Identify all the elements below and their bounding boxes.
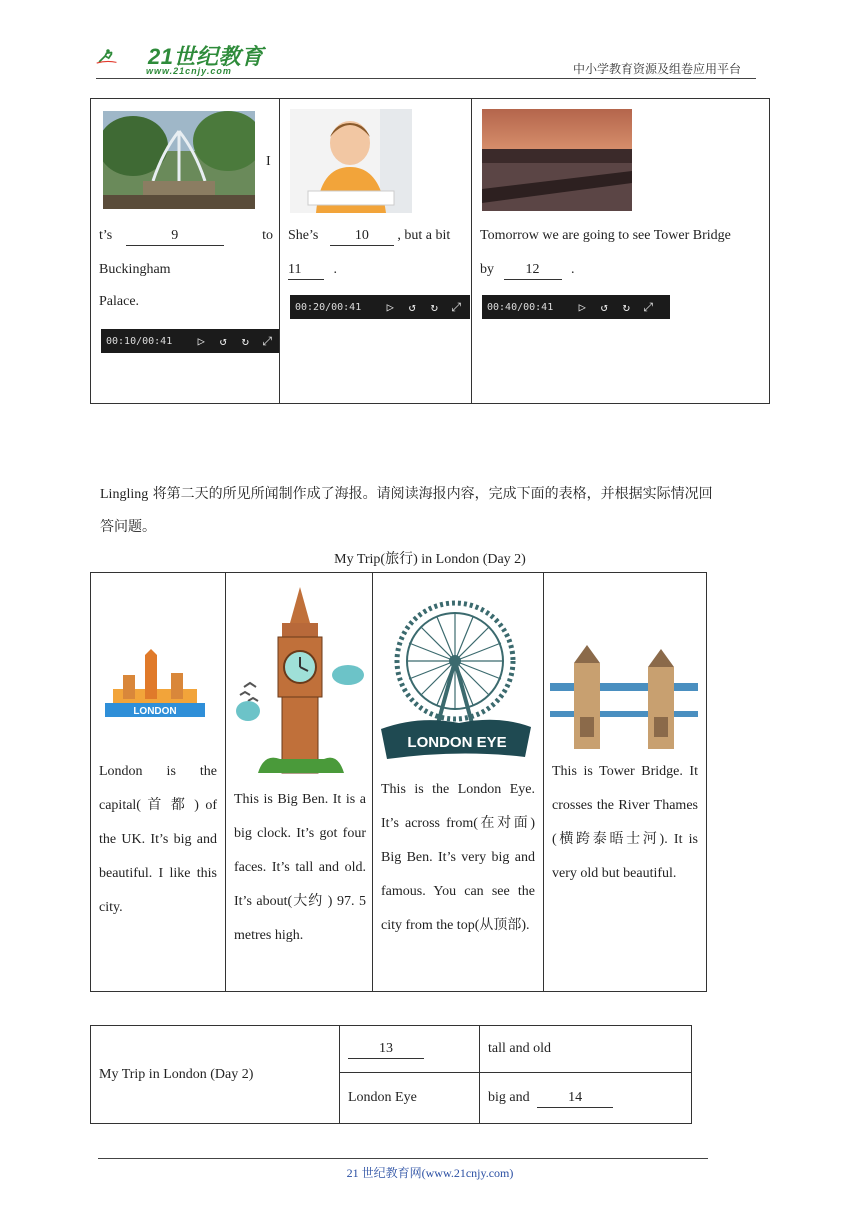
cell1-line3: Buckingham <box>99 262 171 277</box>
listening-table <box>90 98 770 404</box>
audio-player-3[interactable] <box>482 295 670 319</box>
cell1-prefix: t’s <box>99 228 113 243</box>
summary-r2c3-prefix: big and <box>488 1089 530 1105</box>
listening-cell-2 <box>280 99 472 404</box>
instructions-text: 将第二天的所见所闻制作成了海报。请阅读海报内容，完成下面的表格，并根据实际情况回 <box>152 486 713 502</box>
forward-icon[interactable]: ↻ <box>622 300 630 314</box>
player-time: 00:40/00:41 <box>487 301 554 313</box>
thames-sunset-photo-icon <box>482 109 632 211</box>
londoneye-desc: This is the London Eye. It’s across from(在对面) Big Ben. It’s very big and famous. You can see the city from the top(从顶部). <box>381 782 535 933</box>
listening-cell-1 <box>91 99 280 404</box>
cell1-line2 <box>99 219 273 253</box>
summary-cell-r2c3 <box>480 1073 692 1124</box>
poster-table <box>90 572 707 992</box>
cell2-middle: , but a bit <box>397 228 451 243</box>
poster-cell-london <box>91 573 226 992</box>
forward-icon[interactable]: ↻ <box>430 300 438 314</box>
london-eye-icon <box>379 597 535 763</box>
player-time: 00:20/00:41 <box>295 301 362 313</box>
bigben-desc: This is Big Ben. It is a big clock. It’s got four faces. It’s tall and old. It’s about(大约 ) 97. 5 metres high. <box>234 792 366 943</box>
player-time: 00:10/00:41 <box>106 335 173 347</box>
header-divider <box>96 78 756 79</box>
tower-bridge-icon <box>550 643 698 751</box>
cell1-suffix: to <box>262 228 273 243</box>
audio-player-2[interactable] <box>290 295 470 319</box>
cell3-line2 <box>480 253 575 287</box>
cell3-suffix: . <box>571 262 575 277</box>
poster-cell-londoneye <box>373 573 544 992</box>
london-skyline-icon <box>99 649 211 721</box>
towerbridge-desc: This is Tower Bridge. It crosses the River Thames (横跨泰晤士河). It is very old but beautiful. <box>552 764 698 881</box>
summary-row-title: My Trip in London (Day 2) <box>91 1026 340 1124</box>
cell1-line1: I <box>266 154 271 169</box>
summary-cell-r1c2 <box>340 1026 480 1073</box>
boy-reading-photo-icon <box>290 109 412 213</box>
summary-cell-r2c2: London Eye <box>340 1073 480 1124</box>
fullscreen-icon[interactable]: ⤢ <box>262 333 273 348</box>
cell2-prefix: She’s <box>288 228 319 243</box>
cell2-line1 <box>288 219 468 253</box>
platform-name: 中小学教育资源及组卷应用平台 <box>573 62 742 76</box>
play-icon[interactable]: ▷ <box>578 300 586 314</box>
summary-cell-r1c3: tall and old <box>480 1026 692 1073</box>
listening-cell-3 <box>472 99 770 404</box>
footer-divider <box>98 1158 708 1159</box>
rewind-icon[interactable]: ↺ <box>408 300 416 314</box>
cell3-prefix: by <box>480 262 494 277</box>
rewind-icon[interactable]: ↺ <box>219 334 227 348</box>
poster-cell-towerbridge <box>544 573 707 992</box>
poster-cell-bigben <box>226 573 373 992</box>
london-eye-label: LONDON EYE <box>407 734 507 751</box>
fountain-photo-icon <box>103 111 255 209</box>
london-desc: London is the capital( 首 都 ) of the UK. It’s big and beautiful. I like this city. <box>99 764 217 915</box>
answer-blank-12[interactable]: 12 <box>504 261 562 280</box>
big-ben-icon <box>234 583 368 779</box>
fullscreen-icon[interactable]: ⤢ <box>451 299 462 314</box>
answer-blank-14[interactable]: 14 <box>537 1089 613 1108</box>
answer-blank-9[interactable]: 9 <box>126 227 224 246</box>
play-icon[interactable]: ▷ <box>197 334 205 348</box>
london-label: LONDON <box>133 706 177 717</box>
fullscreen-icon[interactable]: ⤢ <box>643 299 654 314</box>
poster-title: My Trip(旅行) in London (Day 2) <box>334 552 526 567</box>
cell2-suffix: . <box>333 262 337 277</box>
instructions <box>100 478 768 544</box>
rewind-icon[interactable]: ↺ <box>600 300 608 314</box>
instructions-text-2: 答问题。 <box>100 519 156 535</box>
cell2-line2 <box>288 253 337 287</box>
audio-player-1[interactable] <box>101 329 279 353</box>
logo-url: www.21cnjy.com <box>146 66 232 76</box>
answer-blank-11[interactable]: 11 <box>288 261 324 280</box>
cell3-line1: Tomorrow we are going to see Tower Bridge <box>480 228 731 243</box>
forward-icon[interactable]: ↻ <box>241 334 249 348</box>
play-icon[interactable]: ▷ <box>386 300 394 314</box>
answer-blank-10[interactable]: 10 <box>330 227 394 246</box>
summary-table <box>90 1025 692 1124</box>
instructions-name: Lingling <box>100 487 149 502</box>
logo-text: 21世纪教育 <box>148 44 264 69</box>
answer-blank-13[interactable]: 13 <box>348 1040 424 1059</box>
cell1-line4: Palace. <box>99 294 140 309</box>
footer-text: 21 世纪教育网(www.21cnjy.com) <box>346 1166 514 1180</box>
